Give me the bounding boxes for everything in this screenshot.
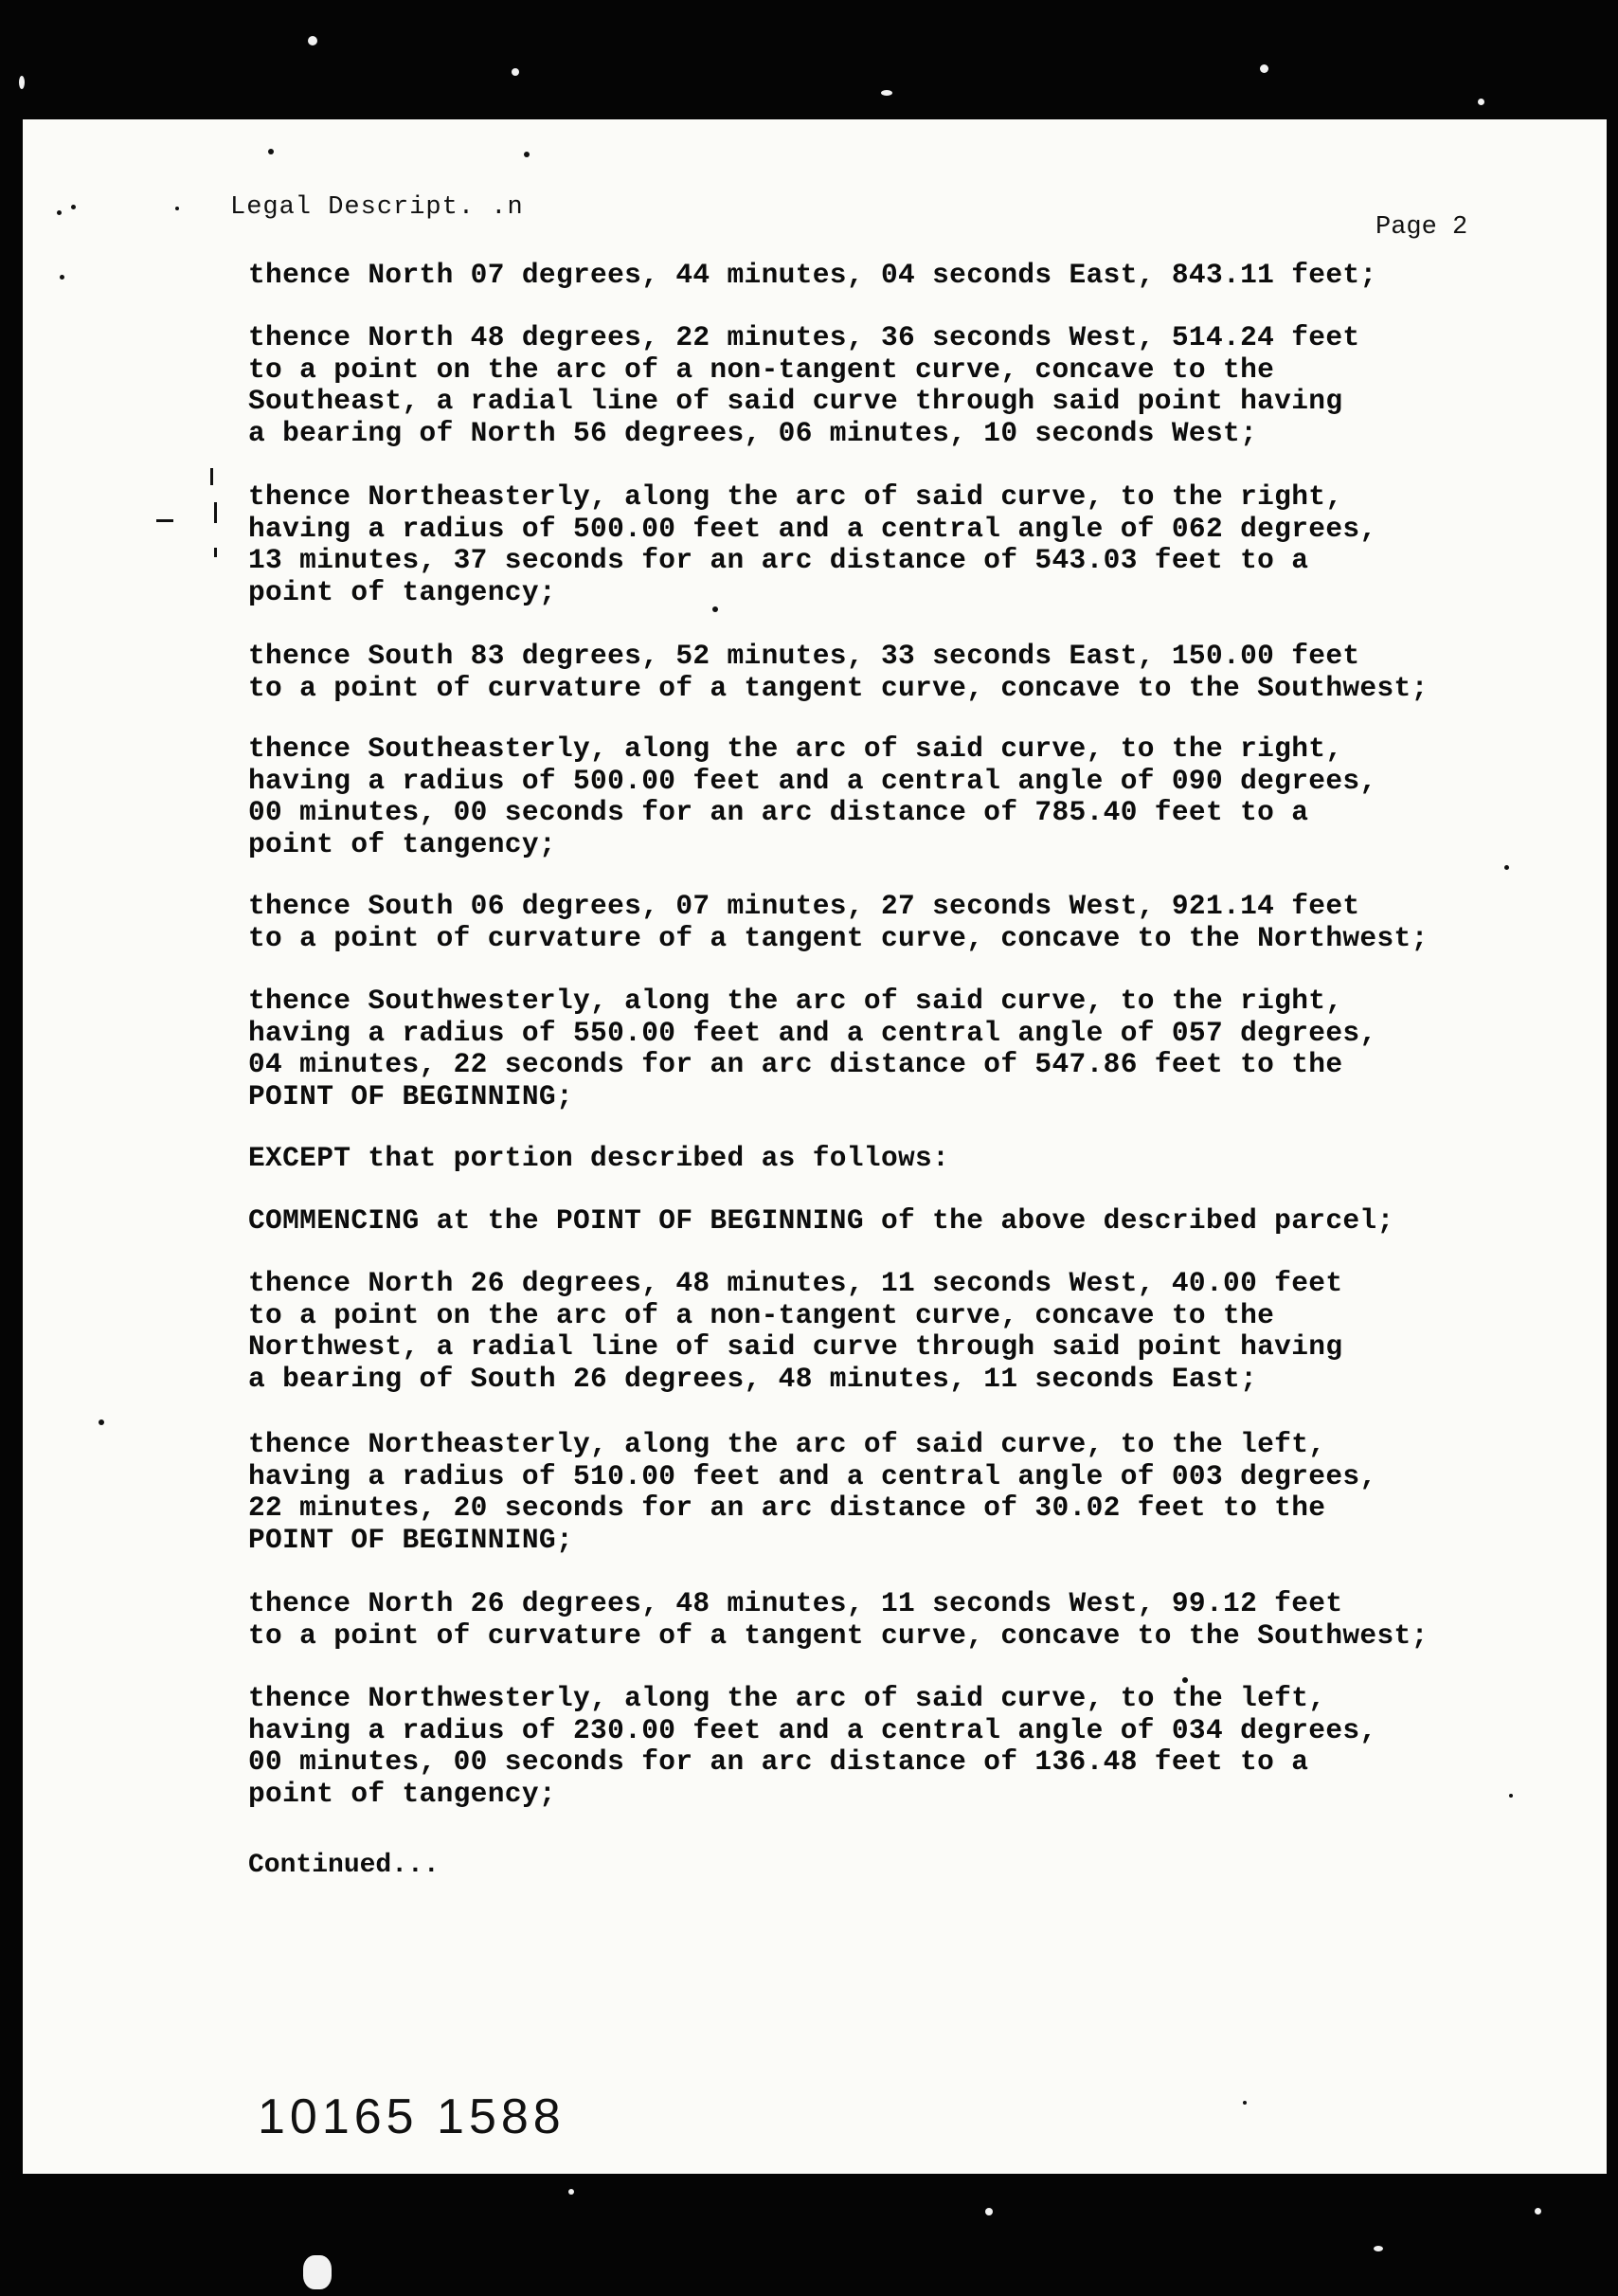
paragraph-line: thence Southeasterly, along the arc of said curve, to the right, [248,732,1343,765]
scan-speck [881,90,892,96]
scan-speck [303,2255,332,2289]
paragraph-line: having a radius of 510.00 feet and a central angle of 003 degrees, [248,1459,1377,1492]
page-speck [1509,1794,1513,1798]
scan-speck [1374,2246,1383,2251]
paragraph-line: COMMENCING at the POINT OF BEGINNING of the above described parcel; [248,1204,1394,1237]
page-speck [175,207,179,210]
legal-paragraph [248,481,1499,608]
paragraph-line: having a radius of 500.00 feet and a central angle of 062 degrees, [248,512,1377,545]
legal-paragraph [248,1268,1499,1395]
margin-tick [156,519,173,522]
scan-speck [1478,99,1484,105]
margin-tick [214,502,217,523]
paragraph-line: a bearing of South 26 degrees, 48 minutes, 11 seconds East; [248,1362,1258,1395]
document-number: 10165 1588 [258,2089,566,2144]
scan-speck [1535,2208,1541,2215]
paragraph-line: having a radius of 230.00 feet and a central angle of 034 degrees, [248,1713,1377,1746]
paragraph-line: POINT OF BEGINNING; [248,1523,574,1556]
paragraph-line: 22 minutes, 20 seconds for an arc distance of 30.02 feet to the [248,1491,1326,1524]
page-speck [1504,865,1509,870]
page-speck [524,152,530,157]
paragraph-line: thence North 26 degrees, 48 minutes, 11 seconds West, 99.12 feet [248,1587,1343,1619]
paragraph-line: thence Northeasterly, along the arc of said curve, to the right, [248,480,1343,513]
page-speck [1243,2101,1247,2105]
paragraph-line: to a point on the arc of a non-tangent curve, concave to the [248,1298,1275,1331]
paragraph-line: a bearing of North 56 degrees, 06 minutes, 10 seconds West; [248,416,1258,449]
legal-paragraph [248,1429,1499,1556]
legal-paragraph [248,260,1499,292]
scan-speck [308,36,317,45]
paragraph-line: to a point of curvature of a tangent curve, concave to the Southwest; [248,671,1429,704]
paragraph-line: thence Northwesterly, along the arc of said curve, to the left, [248,1682,1326,1714]
paragraph-line: having a radius of 500.00 feet and a central angle of 090 degrees, [248,764,1377,797]
legal-paragraph [248,1683,1499,1810]
document-title: Legal Descript. .n [230,193,524,222]
scan-speck [1260,64,1268,73]
scan-speck [19,76,25,89]
paragraph-line: 04 minutes, 22 seconds for an arc distance of 547.86 feet to the [248,1048,1343,1080]
paragraph-line: point of tangency; [248,827,556,860]
paragraph-line: thence Northeasterly, along the arc of said curve, to the left, [248,1428,1326,1460]
legal-paragraph [248,322,1499,449]
paragraph-line: point of tangency; [248,1777,556,1810]
page-number: Page 2 [1375,213,1468,242]
paragraph-line: thence North 48 degrees, 22 minutes, 36 seconds West, 514.24 feet [248,321,1360,353]
page-speck [268,149,274,154]
margin-tick [210,468,213,485]
legal-paragraph [248,733,1499,860]
paragraph-line: 00 minutes, 00 seconds for an arc distance of 136.48 feet to a [248,1745,1309,1778]
legal-paragraph [248,985,1499,1112]
paragraph-line: thence North 26 degrees, 48 minutes, 11 seconds West, 40.00 feet [248,1267,1343,1299]
legal-paragraph [248,1143,1499,1175]
paragraph-line: Southeast, a radial line of said curve through said point having [248,385,1343,417]
paragraph-line: to a point of curvature of a tangent curve, concave to the Southwest; [248,1618,1429,1652]
paragraph-line: having a radius of 550.00 feet and a central angle of 057 degrees, [248,1016,1377,1049]
continued-label: Continued... [248,1851,440,1880]
page-speck [57,210,62,215]
page-speck [99,1419,104,1425]
paragraph-line: EXCEPT that portion described as follows: [248,1142,950,1174]
paragraph-line: POINT OF BEGINNING; [248,1079,574,1112]
scan-speck [985,2208,993,2215]
paragraph-line: to a point on the arc of a non-tangent curve, concave to the [248,353,1275,386]
scan-speck [568,2189,574,2195]
paragraph-line: thence Southwesterly, along the arc of said curve, to the right, [248,985,1343,1017]
paragraph-line: 13 minutes, 37 seconds for an arc distance of 543.03 feet to a [248,544,1309,576]
margin-tick [214,548,217,557]
paragraph-line: 00 minutes, 00 seconds for an arc distance of 785.40 feet to a [248,796,1309,828]
paragraph-line: thence South 83 degrees, 52 minutes, 33 seconds East, 150.00 feet [248,640,1360,672]
paragraph-line: thence South 06 degrees, 07 minutes, 27 seconds West, 921.14 feet [248,890,1360,922]
paragraph-line: point of tangency; [248,575,556,608]
legal-paragraph [248,1205,1499,1238]
page-speck [60,275,64,280]
legal-paragraph [248,1588,1499,1652]
scan-speck [512,68,519,76]
page-speck [71,205,76,209]
paragraph-line: thence North 07 degrees, 44 minutes, 04 seconds East, 843.11 feet; [248,259,1377,291]
legal-paragraph [248,641,1499,704]
paragraph-line: to a point of curvature of a tangent curve, concave to the Northwest; [248,921,1429,954]
paragraph-line: Northwest, a radial line of said curve through said point having [248,1330,1343,1363]
legal-paragraph [248,891,1499,954]
